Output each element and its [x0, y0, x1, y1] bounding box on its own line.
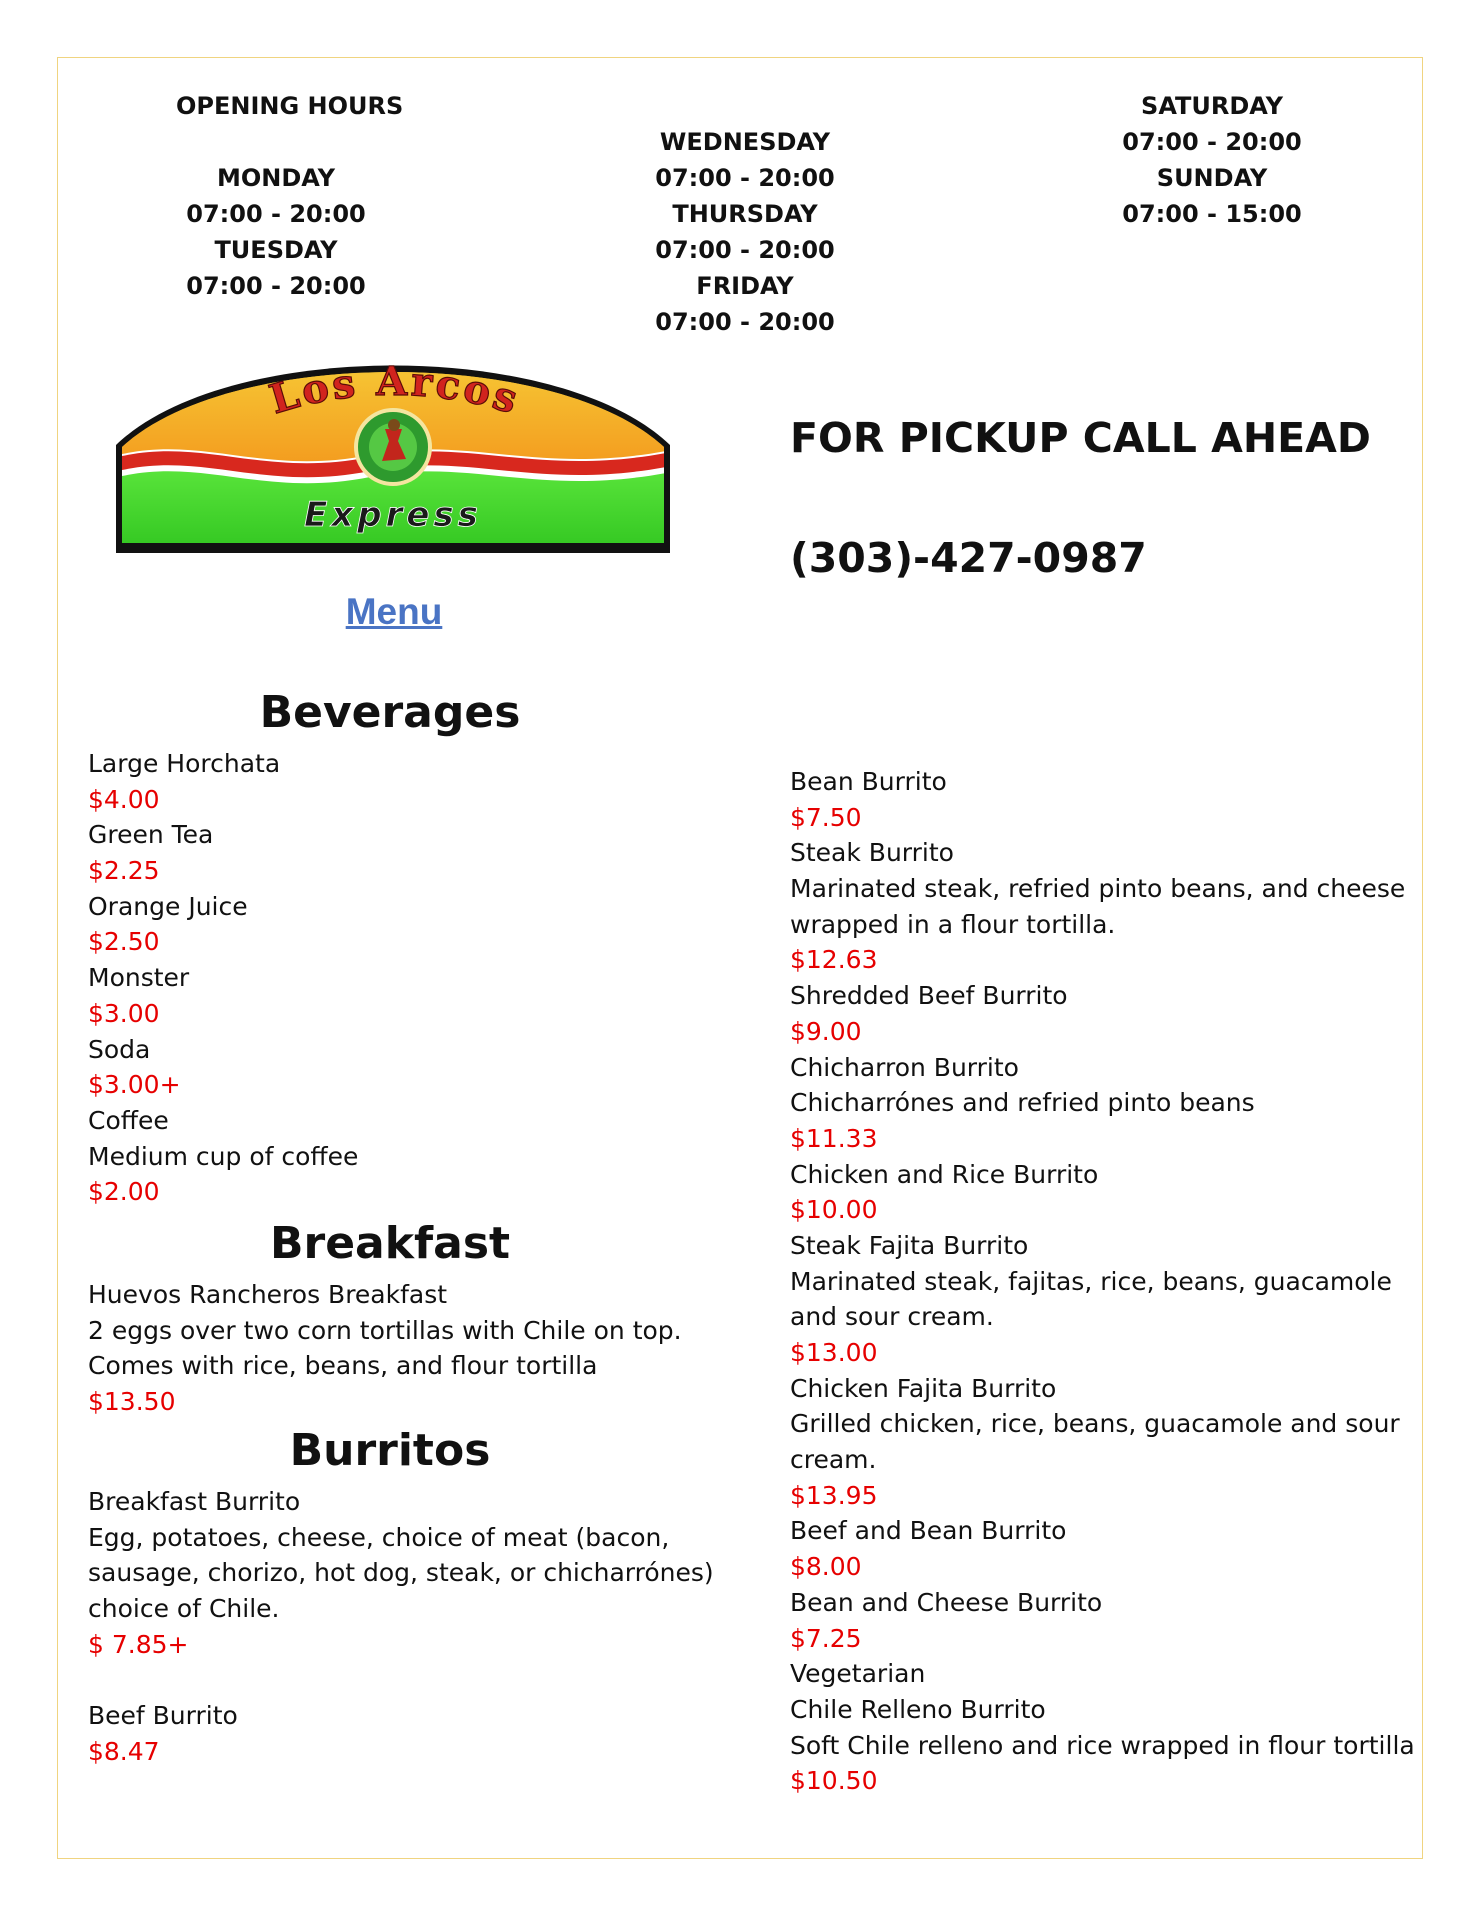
menu-item-text: Chicken and Rice Burrito	[790, 1159, 1099, 1189]
menu-item-price: $ 7.85+	[88, 1629, 189, 1659]
menu-item-price: $7.25	[790, 1623, 862, 1653]
section-heading-breakfast: Breakfast	[269, 1218, 511, 1269]
menu-item-price: $2.50	[88, 927, 160, 957]
menu-item-text: Vegetarian	[790, 1659, 926, 1689]
hours-line: TUESDAY	[214, 236, 338, 264]
menu-item-price: $4.00	[88, 784, 160, 814]
menu-link[interactable]: Menu	[345, 591, 443, 632]
opening-hours-column-2	[645, 88, 845, 340]
menu-item-text: and sour cream.	[790, 1302, 994, 1332]
menu-item-price: $8.00	[790, 1552, 862, 1582]
hours-line: OPENING HOURS	[176, 92, 404, 120]
los-arcos-express-logo	[110, 337, 676, 559]
menu-item-text: Breakfast Burrito	[88, 1487, 301, 1516]
menu-item-text: Huevos Rancheros Breakfast	[88, 1280, 448, 1309]
menu-item-price: $11.33	[790, 1123, 878, 1153]
menu-item-price: $10.50	[790, 1766, 878, 1796]
menu-item-price: $12.63	[790, 945, 878, 975]
menu-item-price: $9.00	[790, 1016, 862, 1046]
breakfast-list	[88, 1277, 682, 1420]
menu-item-text: Coffee	[88, 1105, 169, 1135]
beverages-list	[88, 746, 358, 1210]
menu-item-text: cream.	[790, 1445, 877, 1475]
hours-line: SATURDAY	[1141, 92, 1283, 120]
hours-line: 07:00 - 20:00	[655, 164, 835, 192]
menu-item-price: $2.25	[88, 856, 160, 886]
menu-item-text: Chicharrónes and refried pinto beans	[790, 1088, 1255, 1118]
menu-item-text: Soda	[88, 1034, 151, 1064]
hours-line: 07:00 - 20:00	[186, 272, 366, 300]
menu-item-text: Marinated steak, fajitas, rice, beans, guacamole	[790, 1266, 1392, 1296]
menu-item-text: Steak Burrito	[790, 838, 954, 868]
menu-item-text: Marinated steak, refried pinto beans, and cheese	[790, 874, 1406, 904]
menu-item-text: 2 eggs over two corn tortillas with Chile on top.	[88, 1315, 682, 1345]
hours-line	[176, 124, 376, 160]
hours-line: 07:00 - 20:00	[655, 236, 835, 264]
burritos-list-right	[790, 764, 1415, 1799]
logo-line2: Express	[304, 495, 482, 535]
hours-line: SUNDAY	[1156, 164, 1268, 192]
menu-item-text: Beef Burrito	[88, 1701, 238, 1731]
menu-item-text: Chicharron Burrito	[790, 1052, 1019, 1082]
burritos-list-left	[88, 1484, 714, 1770]
menu-item-text: Chicken Fajita Burrito	[790, 1373, 1057, 1403]
pickup-call-ahead-heading: FOR PICKUP CALL AHEAD	[790, 414, 1371, 462]
menu-item-price: $7.50	[790, 802, 862, 832]
hours-line: MONDAY	[217, 164, 335, 192]
opening-hours-column-3	[1112, 88, 1312, 232]
menu-item-price: $2.00	[88, 1177, 160, 1207]
menu-item-text: Grilled chicken, rice, beans, guacamole and sour	[790, 1409, 1400, 1439]
menu-item-price: $3.00+	[88, 1070, 181, 1100]
section-heading-beverages: Beverages	[259, 687, 521, 738]
menu-item-text	[88, 1662, 714, 1698]
menu-item-text: wrapped in a flour tortilla.	[790, 909, 1116, 939]
hours-line: 07:00 - 20:00	[655, 308, 835, 336]
menu-item-price: $10.00	[790, 1195, 878, 1225]
hours-line: FRIDAY	[696, 272, 794, 300]
pickup-phone-number: (303)-427-0987	[790, 534, 1147, 582]
menu-item-text: Soft Chile relleno and rice wrapped in flour tortilla	[790, 1730, 1415, 1760]
section-heading-burritos: Burritos	[289, 1425, 491, 1476]
menu-item-text: Medium cup of coffee	[88, 1141, 359, 1171]
menu-item-text: Monster	[88, 963, 190, 993]
menu-item-price: $13.00	[790, 1338, 878, 1367]
hours-line: THURSDAY	[672, 200, 818, 228]
opening-hours-column-1	[176, 88, 404, 304]
menu-item-text: Orange Juice	[88, 891, 248, 921]
menu-item-text: sausage, chorizo, hot dog, steak, or chicharrónes)	[88, 1558, 714, 1588]
menu-item-text: Bean and Cheese Burrito	[790, 1587, 1103, 1617]
hours-line: 07:00 - 20:00	[1122, 128, 1302, 156]
menu-item-price: $8.47	[88, 1736, 160, 1766]
menu-item-text: Shredded Beef Burrito	[790, 981, 1068, 1011]
menu-item-text: choice of Chile.	[88, 1594, 280, 1624]
menu-item-text: Steak Fajita Burrito	[790, 1230, 1029, 1260]
menu-item-text: Beef and Bean Burrito	[790, 1516, 1067, 1546]
menu-item-price: $3.00	[88, 998, 160, 1028]
hours-line	[645, 88, 845, 124]
menu-item-text: Green Tea	[88, 820, 214, 850]
menu-item-text: Comes with rice, beans, and flour tortilla	[88, 1351, 598, 1381]
menu-item-text: Bean Burrito	[790, 767, 947, 796]
hours-line: 07:00 - 15:00	[1122, 200, 1302, 228]
hours-line: WEDNESDAY	[659, 128, 831, 156]
menu-item-text: Egg, potatoes, cheese, choice of meat (bacon,	[88, 1522, 670, 1552]
hours-line: 07:00 - 20:00	[186, 200, 366, 228]
logo-line1: Los Arcos	[264, 357, 526, 424]
menu-item-price: $13.95	[790, 1480, 878, 1510]
menu-item-text: Large Horchata	[88, 749, 281, 778]
menu-item-price: $13.50	[88, 1387, 176, 1417]
menu-item-text: Chile Relleno Burrito	[790, 1694, 1046, 1724]
